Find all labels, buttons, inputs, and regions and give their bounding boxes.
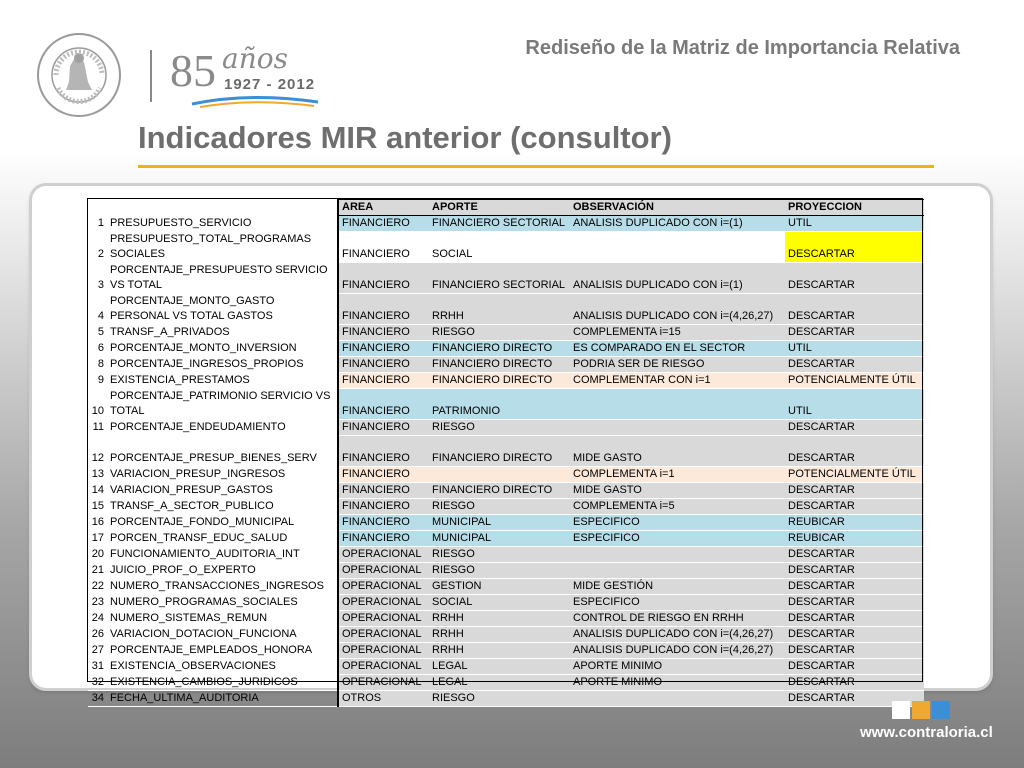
table-header-row: [88, 200, 924, 216]
row-indicator: VARIACION_PRESUP_INGRESOS: [107, 467, 338, 483]
row-indicator: TRANSF_A_PRIVADOS: [107, 325, 338, 341]
row-proyeccion: DESCARTAR: [785, 263, 924, 294]
row-observacion: [570, 232, 785, 263]
row-proyeccion: POTENCIALMENTE ÚTIL: [785, 467, 924, 483]
table-row: [88, 232, 924, 263]
row-aporte: [429, 467, 570, 483]
row-proyeccion: DESCARTAR: [785, 357, 924, 373]
row-aporte: FINANCIERO DIRECTO: [429, 341, 570, 357]
table-row: [88, 579, 924, 595]
row-observacion: CONTROL DE RIESGO EN RRHH: [570, 611, 785, 627]
footer-url: www.contraloria.cl: [860, 724, 993, 741]
row-aporte: SOCIAL: [429, 232, 570, 263]
row-observacion: MIDE GASTO: [570, 436, 785, 467]
header-blank-num: [88, 200, 107, 216]
row-number: 2: [88, 232, 107, 263]
row-aporte: RRHH: [429, 643, 570, 659]
footer-logo-square-orange: [912, 701, 930, 719]
row-indicator: PRESUPUESTO_SERVICIO: [107, 216, 338, 232]
header-blank-indicator: [107, 200, 338, 216]
row-area: OPERACIONAL: [338, 547, 429, 563]
row-aporte: FINANCIERO DIRECTO: [429, 357, 570, 373]
row-number: 34: [88, 691, 107, 707]
row-number: 20: [88, 547, 107, 563]
row-number: 15: [88, 499, 107, 515]
row-proyeccion: DESCARTAR: [785, 675, 924, 691]
table-row: [88, 499, 924, 515]
row-observacion: [570, 547, 785, 563]
row-indicator: JUICIO_PROF_O_EXPERTO: [107, 563, 338, 579]
row-area: OPERACIONAL: [338, 643, 429, 659]
footer-logo-square-blue: [932, 701, 950, 719]
row-observacion: APORTE MINIMO: [570, 675, 785, 691]
row-aporte: RIESGO: [429, 563, 570, 579]
header-separator: [150, 50, 152, 102]
row-observacion: ESPECIFICO: [570, 595, 785, 611]
header-proyeccion: PROYECCION: [785, 200, 924, 216]
table-row: [88, 216, 924, 232]
row-number: 14: [88, 483, 107, 499]
row-indicator: PORCENTAJE_PRESUP_BIENES_SERV: [107, 436, 338, 467]
row-proyeccion: DESCARTAR: [785, 325, 924, 341]
table-row: [88, 341, 924, 357]
row-observacion: ESPECIFICO: [570, 531, 785, 547]
row-number: 16: [88, 515, 107, 531]
row-proyeccion: DESCARTAR: [785, 499, 924, 515]
row-indicator: PORCENTAJE_MONTO_INVERSION: [107, 341, 338, 357]
row-aporte: SOCIAL: [429, 595, 570, 611]
row-observacion: [570, 420, 785, 436]
row-number: 21: [88, 563, 107, 579]
row-number: 8: [88, 357, 107, 373]
row-indicator: PORCENTAJE_MONTO_GASTO PERSONAL VS TOTAL GASTOS: [107, 294, 338, 325]
row-number: 12: [88, 436, 107, 467]
anniversary-word: años: [222, 42, 288, 75]
row-area: FINANCIERO: [338, 515, 429, 531]
row-aporte: RIESGO: [429, 547, 570, 563]
row-aporte: FINANCIERO SECTORIAL: [429, 216, 570, 232]
row-indicator: PORCENTAJE_INGRESOS_PROPIOS: [107, 357, 338, 373]
row-indicator: PORCENTAJE_ENDEUDAMIENTO: [107, 420, 338, 436]
row-area: OPERACIONAL: [338, 659, 429, 675]
row-observacion: APORTE MINIMO: [570, 659, 785, 675]
row-proyeccion: REUBICAR: [785, 531, 924, 547]
footer-logo-square-white: [892, 701, 910, 719]
row-proyeccion: UTIL: [785, 389, 924, 420]
row-indicator: EXISTENCIA_CAMBIOS_JURIDICOS: [107, 675, 338, 691]
row-number: 32: [88, 675, 107, 691]
row-area: OPERACIONAL: [338, 627, 429, 643]
row-indicator: PORCENTAJE_PATRIMONIO SERVICIO VS TOTAL: [107, 389, 338, 420]
row-number: 11: [88, 420, 107, 436]
row-observacion: COMPLEMENTA i=15: [570, 325, 785, 341]
row-observacion: PODRIA SER DE RIESGO: [570, 357, 785, 373]
row-proyeccion: DESCARTAR: [785, 232, 924, 263]
table-row: [88, 263, 924, 294]
row-observacion: ANALISIS DUPLICADO CON i=(1): [570, 216, 785, 232]
row-proyeccion: DESCARTAR: [785, 436, 924, 467]
slide-subtitle: Rediseño de la Matriz de Importancia Relativa: [525, 37, 960, 59]
row-area: FINANCIERO: [338, 467, 429, 483]
row-number: 22: [88, 579, 107, 595]
row-number: 24: [88, 611, 107, 627]
table-row: [88, 357, 924, 373]
row-observacion: COMPLEMENTA i=1: [570, 467, 785, 483]
row-indicator: EXISTENCIA_PRESTAMOS: [107, 373, 338, 389]
row-proyeccion: DESCARTAR: [785, 659, 924, 675]
table-row: [88, 627, 924, 643]
row-area: FINANCIERO: [338, 420, 429, 436]
table-row: [88, 389, 924, 420]
row-area: OPERACIONAL: [338, 579, 429, 595]
row-observacion: [570, 691, 785, 707]
row-indicator: NUMERO_SISTEMAS_REMUN: [107, 611, 338, 627]
row-area: OTROS: [338, 691, 429, 707]
row-proyeccion: DESCARTAR: [785, 643, 924, 659]
swoosh-icon: [190, 90, 320, 110]
row-indicator: TRANSF_A_SECTOR_PUBLICO: [107, 499, 338, 515]
row-observacion: MIDE GESTIÓN: [570, 579, 785, 595]
row-area: OPERACIONAL: [338, 675, 429, 691]
table-row: [88, 659, 924, 675]
row-area: FINANCIERO: [338, 389, 429, 420]
table-row: [88, 547, 924, 563]
mir-indicator-table: [88, 199, 924, 707]
header-aporte: APORTE: [429, 200, 570, 216]
table-row: [88, 420, 924, 436]
row-proyeccion: DESCARTAR: [785, 595, 924, 611]
header-area: AREA: [338, 200, 429, 216]
row-indicator: EXISTENCIA_OBSERVACIONES: [107, 659, 338, 675]
row-area: FINANCIERO: [338, 325, 429, 341]
row-aporte: PATRIMONIO: [429, 389, 570, 420]
row-indicator: PORCENTAJE_PRESUPUESTO SERVICIO VS TOTAL: [107, 263, 338, 294]
header-observacion: OBSERVACIÓN: [570, 200, 785, 216]
row-aporte: LEGAL: [429, 675, 570, 691]
table-row: [88, 611, 924, 627]
row-aporte: GESTION: [429, 579, 570, 595]
row-number: 17: [88, 531, 107, 547]
table-row: [88, 467, 924, 483]
anniversary-years: 1927 - 2012: [224, 76, 316, 93]
row-indicator: NUMERO_PROGRAMAS_SOCIALES: [107, 595, 338, 611]
row-area: FINANCIERO: [338, 341, 429, 357]
row-proyeccion: DESCARTAR: [785, 691, 924, 707]
row-aporte: RRHH: [429, 611, 570, 627]
row-number: 4: [88, 294, 107, 325]
row-area: FINANCIERO: [338, 294, 429, 325]
row-number: 27: [88, 643, 107, 659]
contraloria-seal-logo: [36, 32, 122, 118]
row-area: FINANCIERO: [338, 373, 429, 389]
row-area: FINANCIERO: [338, 232, 429, 263]
row-area: OPERACIONAL: [338, 563, 429, 579]
row-observacion: ESPECIFICO: [570, 515, 785, 531]
slide-title: Indicadores MIR anterior (consultor): [138, 120, 672, 155]
table-row: [88, 675, 924, 691]
row-number: 31: [88, 659, 107, 675]
row-aporte: FINANCIERO SECTORIAL: [429, 263, 570, 294]
row-observacion: [570, 389, 785, 420]
row-observacion: COMPLEMENTA i=5: [570, 499, 785, 515]
row-proyeccion: DESCARTAR: [785, 579, 924, 595]
anniversary-logo: [170, 40, 320, 110]
table-body: [88, 216, 924, 707]
table-row: [88, 515, 924, 531]
row-proyeccion: POTENCIALMENTE ÚTIL: [785, 373, 924, 389]
row-aporte: RIESGO: [429, 420, 570, 436]
row-proyeccion: DESCARTAR: [785, 547, 924, 563]
row-proyeccion: DESCARTAR: [785, 627, 924, 643]
title-underline: [138, 165, 934, 168]
row-indicator: NUMERO_TRANSACCIONES_INGRESOS: [107, 579, 338, 595]
row-aporte: FINANCIERO DIRECTO: [429, 483, 570, 499]
row-observacion: MIDE GASTO: [570, 483, 785, 499]
row-aporte: FINANCIERO DIRECTO: [429, 373, 570, 389]
row-proyeccion: DESCARTAR: [785, 294, 924, 325]
row-observacion: [570, 563, 785, 579]
row-proyeccion: UTIL: [785, 341, 924, 357]
row-indicator: VARIACION_DOTACION_FUNCIONA: [107, 627, 338, 643]
row-area: OPERACIONAL: [338, 595, 429, 611]
table-row: [88, 691, 924, 707]
row-area: FINANCIERO: [338, 216, 429, 232]
row-indicator: PRESUPUESTO_TOTAL_PROGRAMAS SOCIALES: [107, 232, 338, 263]
row-aporte: RIESGO: [429, 691, 570, 707]
row-area: FINANCIERO: [338, 436, 429, 467]
row-observacion: ANALISIS DUPLICADO CON i=(4,26,27): [570, 627, 785, 643]
row-number: 9: [88, 373, 107, 389]
row-indicator: PORCENTAJE_EMPLEADOS_HONORA: [107, 643, 338, 659]
row-proyeccion: UTIL: [785, 216, 924, 232]
row-number: 13: [88, 467, 107, 483]
row-proyeccion: DESCARTAR: [785, 563, 924, 579]
row-observacion: ES COMPARADO EN EL SECTOR: [570, 341, 785, 357]
row-observacion: ANALISIS DUPLICADO CON i=(1): [570, 263, 785, 294]
row-number: 23: [88, 595, 107, 611]
row-aporte: MUNICIPAL: [429, 515, 570, 531]
row-indicator: VARIACION_PRESUP_GASTOS: [107, 483, 338, 499]
row-aporte: RIESGO: [429, 499, 570, 515]
row-observacion: ANALISIS DUPLICADO CON i=(4,26,27): [570, 294, 785, 325]
row-aporte: LEGAL: [429, 659, 570, 675]
anniversary-number: 85: [170, 45, 216, 96]
row-number: 3: [88, 263, 107, 294]
row-number: 10: [88, 389, 107, 420]
row-aporte: MUNICIPAL: [429, 531, 570, 547]
row-area: FINANCIERO: [338, 357, 429, 373]
row-proyeccion: REUBICAR: [785, 515, 924, 531]
row-area: FINANCIERO: [338, 263, 429, 294]
table-row: [88, 595, 924, 611]
row-area: FINANCIERO: [338, 499, 429, 515]
row-number: 1: [88, 216, 107, 232]
table-row: [88, 563, 924, 579]
table-row: [88, 373, 924, 389]
row-area: FINANCIERO: [338, 483, 429, 499]
table-row: [88, 531, 924, 547]
row-number: 5: [88, 325, 107, 341]
row-proyeccion: DESCARTAR: [785, 420, 924, 436]
row-aporte: RIESGO: [429, 325, 570, 341]
row-aporte: RRHH: [429, 294, 570, 325]
row-area: FINANCIERO: [338, 531, 429, 547]
row-proyeccion: DESCARTAR: [785, 611, 924, 627]
row-indicator: PORCENTAJE_FONDO_MUNICIPAL: [107, 515, 338, 531]
table-row: [88, 436, 924, 467]
table-row: [88, 294, 924, 325]
row-indicator: FUNCIONAMIENTO_AUDITORIA_INT: [107, 547, 338, 563]
table-row: [88, 483, 924, 499]
row-number: 26: [88, 627, 107, 643]
row-aporte: RRHH: [429, 627, 570, 643]
table-row: [88, 643, 924, 659]
row-indicator: FECHA_ULTIMA_AUDITORIA: [107, 691, 338, 707]
row-area: OPERACIONAL: [338, 611, 429, 627]
row-aporte: FINANCIERO DIRECTO: [429, 436, 570, 467]
row-observacion: COMPLEMENTAR CON i=1: [570, 373, 785, 389]
row-indicator: PORCEN_TRANSF_EDUC_SALUD: [107, 531, 338, 547]
row-proyeccion: DESCARTAR: [785, 483, 924, 499]
row-number: 6: [88, 341, 107, 357]
table-row: [88, 325, 924, 341]
row-observacion: ANALISIS DUPLICADO CON i=(4,26,27): [570, 643, 785, 659]
